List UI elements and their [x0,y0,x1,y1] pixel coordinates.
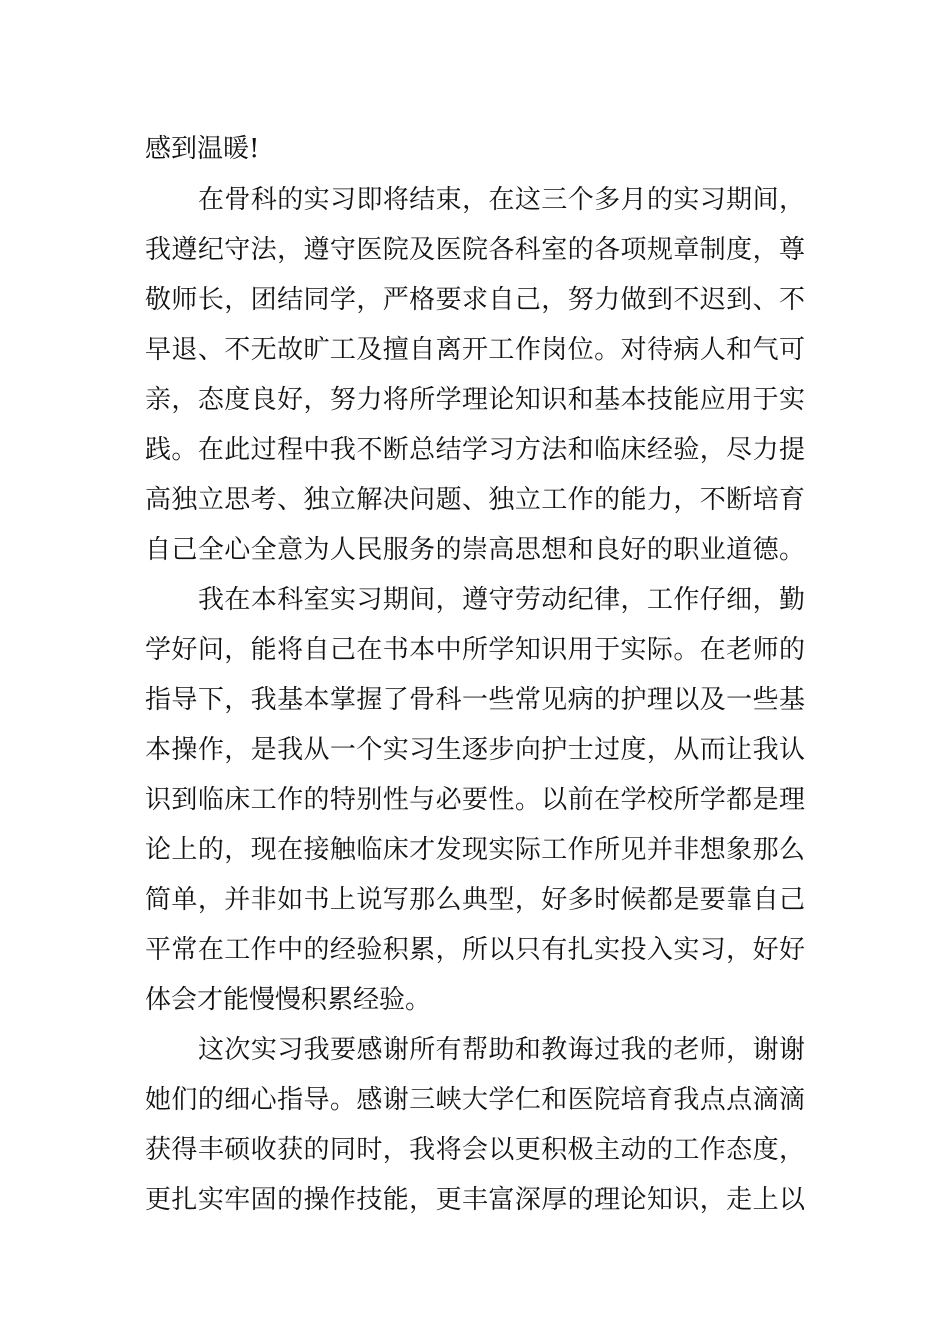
text-line: 敬师长，团结同学，严格要求自己，努力做到不迟到、不 [145,285,805,315]
text-line: 更扎实牢固的操作技能，更丰富深厚的理论知识，走上以 [145,1185,805,1215]
text-line: 我遵纪守法，遵守医院及医院各科室的各项规章制度，尊 [145,235,805,265]
text-line: 体会才能慢慢积累经验。 [145,985,432,1015]
text-line: 识到临床工作的特别性与必要性。以前在学校所学都是理 [145,785,805,815]
text-line: 学好问，能将自己在书本中所学知识用于实际。在老师的 [145,635,805,665]
text-line: 早退、不无故旷工及擅自离开工作岗位。对待病人和气可 [145,335,805,365]
text-line: 践。在此过程中我不断总结学习方法和临床经验，尽力提 [145,435,805,465]
text-line: 指导下，我基本掌握了骨科一些常见病的护理以及一些基 [145,685,805,715]
text-line: 平常在工作中的经验积累，所以只有扎实投入实习，好好 [145,935,805,965]
text-line: 亲，态度良好，努力将所学理论知识和基本技能应用于实 [145,385,805,415]
text-line: 她们的细心指导。感谢三峡大学仁和医院培育我点点滴滴 [145,1085,805,1115]
text-line: 论上的，现在接触临床才发现实际工作所见并非想象那么 [145,835,805,865]
text-line: 获得丰硕收获的同时，我将会以更积极主动的工作态度， [145,1135,805,1165]
text-line: 感到温暖! [145,134,260,164]
paragraph-first-line: 在骨科的实习即将结束，在这三个多月的实习期间， [198,185,805,215]
text-line: 高独立思考、独立解决问题、独立工作的能力，不断培育 [145,485,805,515]
paragraph-first-line: 这次实习我要感谢所有帮助和教诲过我的老师，谢谢 [198,1035,805,1065]
paragraph-first-line: 我在本科室实习期间，遵守劳动纪律，工作仔细，勤 [198,585,805,615]
text-line: 自己全心全意为人民服务的崇高思想和良好的职业道德。 [145,535,805,565]
text-line: 简单，并非如书上说写那么典型，好多时候都是要靠自己 [145,885,805,915]
text-line: 本操作，是我从一个实习生逐步向护士过度，从而让我认 [145,735,805,765]
